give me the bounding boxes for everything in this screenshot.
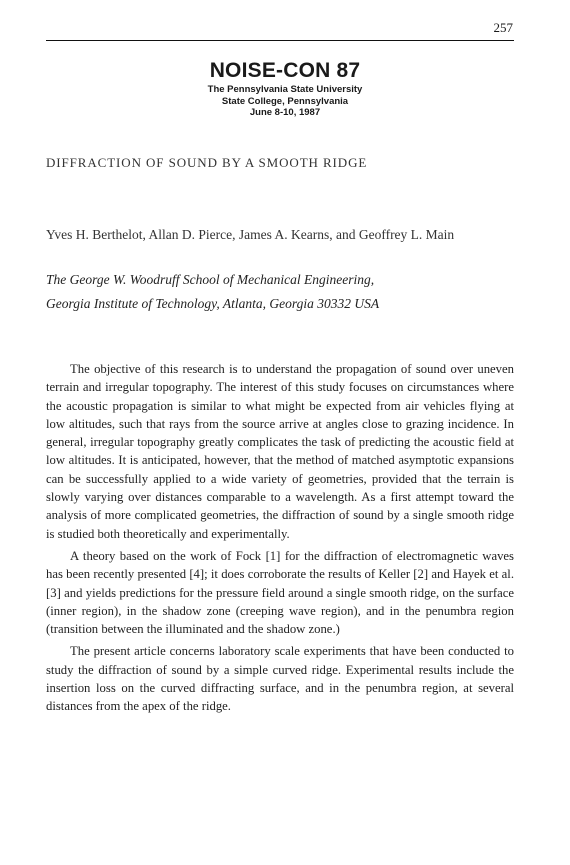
paper-body: [46, 360, 514, 720]
conference-title: NOISE-CON 87: [209, 59, 361, 82]
conference-location: State College, Pennsylvania: [221, 95, 349, 107]
header-rule: [46, 40, 514, 41]
body-paragraph-1: The objective of this research is to understand the propagation of sound over uneven terrain and irregular topography. The interest of this study focuses on circumstances where the acoustic propagation is similar to what might be expected from air vehicles flying at low altitudes, such that rays from the source arrive at angles close to grazing incidence. In general, irregular topography greatly complicates the task of predicting the acoustic field at low altitudes. It is anticipated, however, that the method of matched asymptotic expansions can be successfully applied to a wide variety of geometries, provided that the terrain is slowly varying over distances comparable to a wavelength. As a first attempt toward the analysis of more complicated geometries, the diffraction of sound by a single smooth ridge is studied both theoretically and experimentally.: [46, 362, 514, 541]
conference-header: [0, 58, 570, 119]
conference-dates: June 8-10, 1987: [249, 107, 321, 118]
page-number: 257: [493, 20, 513, 35]
body-paragraph-3: The present article concerns laboratory scale experiments that have been conducted to study the diffraction of sound by a simple curved ridge. Experimental results include the insertion loss on the curved diffracting surface, and in the penumbra region, at several distances from the apex of the ridge.: [46, 644, 514, 714]
affiliation-institute: Georgia Institute of Technology, Atlanta, Georgia 30332 USA: [46, 296, 380, 311]
affiliation-school: The George W. Woodruff School of Mechanical Engineering,: [46, 272, 375, 287]
conference-host: The Pennsylvania State University: [207, 84, 363, 95]
paper-title: DIFFRACTION OF SOUND BY A SMOOTH RIDGE: [46, 155, 368, 170]
body-paragraph-2: A theory based on the work of Fock [1] for the diffraction of electromagnetic waves has been recently presented [4]; it does corroborate the results of Keller [2] and Hayek et al. [3] and yields predictions for the pressure field around a single smooth ridge, on the surface (inner region), in the shadow zone (creeping wave region), and in the penumbra region (transition between the illuminated and the shadow zone.): [46, 548, 514, 637]
paper-authors: Yves H. Berthelot, Allan D. Pierce, James A. Kearns, and Geoffrey L. Main: [46, 227, 455, 242]
